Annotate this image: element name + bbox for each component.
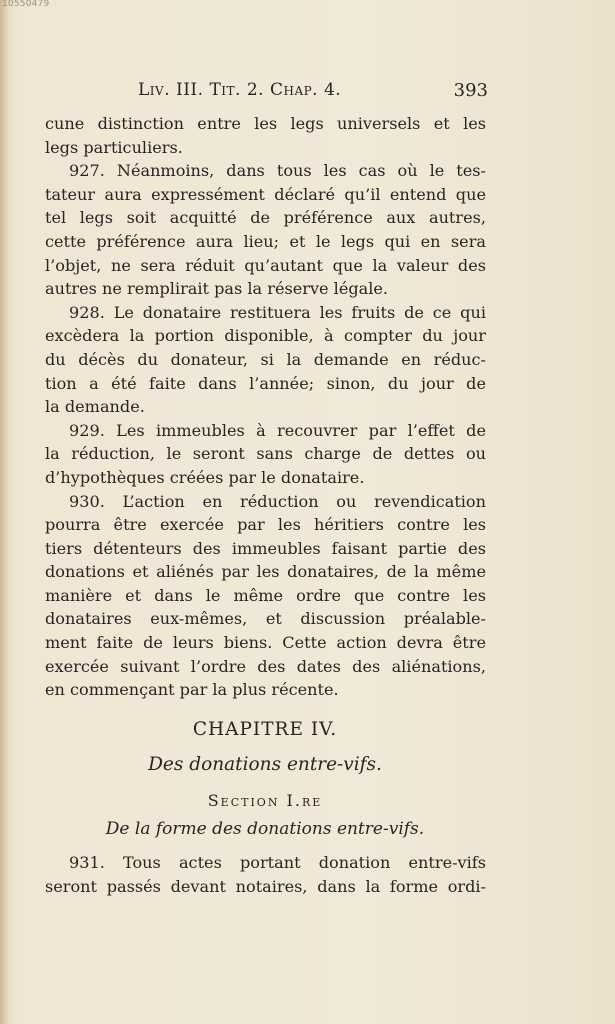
- section-subtitle: De la forme des donations entre-vifs.: [105, 819, 425, 839]
- text-line: 930. L’action en réduction ou revendication: [69, 491, 486, 511]
- text-line: tion a été faite dans l’année; sinon, du jour de: [45, 373, 486, 393]
- text-line: ment faite de leurs biens. Cette action devra être: [45, 633, 486, 653]
- page-binding-edge: [0, 0, 8, 1024]
- chapter-subtitle: Des donations entre-vifs.: [148, 754, 382, 775]
- text-line: tateur aura expressément déclaré qu’il entend que: [45, 184, 486, 204]
- text-line: cune distinction entre les legs universels et les: [45, 114, 486, 133]
- text-line: 927. Néanmoins, dans tous les cas où le tes-: [69, 161, 486, 181]
- text-line: 931. Tous actes portant donation entre-vifs: [69, 853, 486, 872]
- text-line: exercée suivant l’ordre des dates des aliénations,: [45, 656, 486, 676]
- page-number: 393: [453, 80, 488, 101]
- text-line: excèdera la portion disponible, à compter du jour: [45, 326, 486, 346]
- text-line: legs particuliers.: [45, 137, 183, 157]
- text-line: tiers détenteurs des immeubles faisant partie des: [45, 538, 486, 558]
- text-line: du décès du donateur, si la demande en réduc-: [45, 349, 486, 369]
- text-line: donations et aliénés par les donataires, de la même: [45, 562, 486, 582]
- text-line: l’objet, ne sera réduit qu’autant que la valeur des: [45, 255, 486, 275]
- scan-identifier: 10550479: [2, 0, 50, 9]
- text-line: cette préférence aura lieu; et le legs qui en sera: [45, 231, 486, 251]
- section-title: Section I.re: [207, 791, 323, 810]
- text-line: seront passés devant notaires, dans la forme ordi-: [45, 876, 486, 896]
- text-line: tel legs soit acquitté de préférence aux autres,: [45, 208, 486, 228]
- text-line: la demande.: [45, 397, 145, 417]
- chapter-title: CHAPITRE IV.: [192, 719, 338, 740]
- text-line: 929. Les immeubles à recouvrer par l’effet de: [69, 420, 486, 440]
- text-line: 928. Le donataire restituera les fruits de ce qui: [69, 302, 486, 322]
- text-line: la réduction, le seront sans charge de dettes ou: [45, 444, 486, 464]
- text-line: autres ne remplirait pas la réserve légale.: [45, 279, 389, 299]
- text-line: manière et dans le même ordre que contre les: [45, 585, 486, 605]
- running-header: [138, 80, 488, 104]
- final-text: [45, 851, 486, 898]
- body-text: [45, 112, 486, 702]
- text-line: en commençant par la plus récente.: [45, 680, 339, 700]
- text-line: pourra être exercée par les héritiers contre les: [45, 515, 486, 535]
- text-line: donataires eux-mêmes, et discussion préalable-: [45, 609, 486, 629]
- text-line: d’hypothèques créées par le donataire.: [45, 467, 365, 487]
- running-title: Liv. III. Tit. 2. Chap. 4.: [138, 80, 342, 100]
